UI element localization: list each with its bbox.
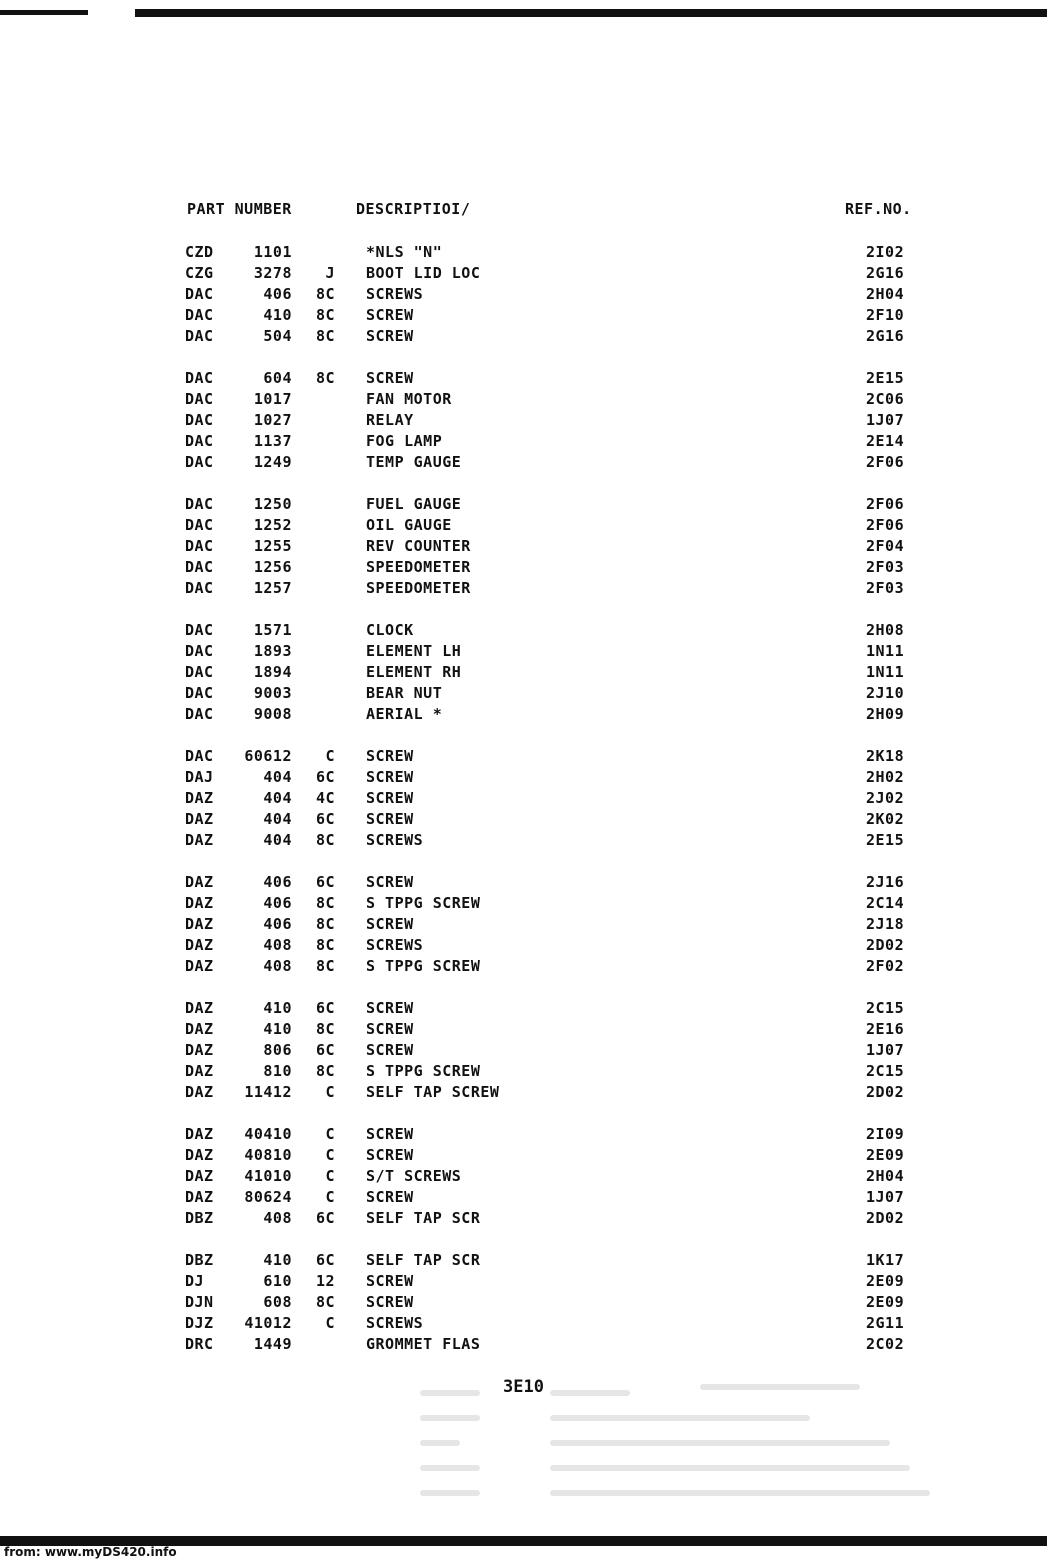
part-number: 1101 xyxy=(253,243,292,261)
part-description: SCREW xyxy=(366,306,414,324)
part-description: SELF TAP SCR xyxy=(366,1251,481,1269)
part-number: 810 xyxy=(263,1062,292,1080)
table-row xyxy=(0,935,1047,956)
table-row xyxy=(0,1040,1047,1061)
part-number: 1250 xyxy=(253,495,292,513)
part-description: SCREWS xyxy=(366,936,424,954)
table-row xyxy=(0,494,1047,515)
part-suffix: C xyxy=(325,1188,335,1206)
part-number: 408 xyxy=(263,957,292,975)
ref-number: 2E09 xyxy=(866,1293,905,1311)
part-suffix: 6C xyxy=(315,999,335,1017)
ref-number: 2H02 xyxy=(866,768,905,786)
ref-number: 2G16 xyxy=(866,327,905,345)
part-description: S TPPG SCREW xyxy=(366,1062,481,1080)
part-suffix: 8C xyxy=(315,915,335,933)
part-prefix: DAC xyxy=(185,537,214,555)
table-row xyxy=(0,431,1047,452)
part-description: SCREW xyxy=(366,1188,414,1206)
ref-number: 1N11 xyxy=(866,642,905,660)
bleed-through-text xyxy=(400,1370,940,1520)
ref-number: 1N11 xyxy=(866,663,905,681)
part-suffix: 12 xyxy=(315,1272,335,1290)
ref-number: 2D02 xyxy=(866,1209,905,1227)
part-description: SCREW xyxy=(366,810,414,828)
row-group xyxy=(0,1250,1047,1355)
row-group xyxy=(0,620,1047,725)
part-prefix: DJZ xyxy=(185,1314,214,1332)
page-number: 3E10 xyxy=(503,1377,544,1397)
part-number: 406 xyxy=(263,873,292,891)
part-number: 1252 xyxy=(253,516,292,534)
part-prefix: CZD xyxy=(185,243,214,261)
ref-number: 2C02 xyxy=(866,1335,905,1353)
part-number: 3278 xyxy=(253,264,292,282)
part-description: SCREW xyxy=(366,915,414,933)
part-description: FAN MOTOR xyxy=(366,390,452,408)
part-suffix: C xyxy=(325,747,335,765)
table-row xyxy=(0,515,1047,536)
part-description: OIL GAUGE xyxy=(366,516,452,534)
table-row xyxy=(0,620,1047,641)
part-suffix: 4C xyxy=(315,789,335,807)
header-part-number: PART NUMBER xyxy=(187,200,292,218)
part-suffix: 8C xyxy=(315,369,335,387)
part-suffix: 8C xyxy=(315,936,335,954)
part-prefix: DAC xyxy=(185,621,214,639)
part-description: SCREW xyxy=(366,369,414,387)
part-number: 404 xyxy=(263,810,292,828)
row-group xyxy=(0,746,1047,851)
part-number: 11412 xyxy=(244,1083,292,1101)
source-footer: from: www.myDS420.info xyxy=(4,1545,177,1559)
table-row xyxy=(0,767,1047,788)
part-prefix: DAC xyxy=(185,558,214,576)
part-prefix: DAC xyxy=(185,453,214,471)
part-prefix: DRC xyxy=(185,1335,214,1353)
ref-number: 2E09 xyxy=(866,1146,905,1164)
part-number: 504 xyxy=(263,327,292,345)
table-row xyxy=(0,1019,1047,1040)
part-prefix: DAZ xyxy=(185,1125,214,1143)
ref-number: 2F02 xyxy=(866,957,905,975)
part-suffix: 6C xyxy=(315,1209,335,1227)
part-description: SCREW xyxy=(366,1125,414,1143)
part-number: 1893 xyxy=(253,642,292,660)
part-number: 408 xyxy=(263,1209,292,1227)
part-description: SELF TAP SCREW xyxy=(366,1083,500,1101)
table-row xyxy=(0,263,1047,284)
table-row xyxy=(0,893,1047,914)
part-prefix: DAC xyxy=(185,411,214,429)
header-ref-no: REF.NO. xyxy=(845,200,912,218)
ref-number: 2E16 xyxy=(866,1020,905,1038)
part-description: ELEMENT LH xyxy=(366,642,462,660)
part-number: 404 xyxy=(263,831,292,849)
part-suffix: 8C xyxy=(315,1062,335,1080)
table-row xyxy=(0,1082,1047,1103)
part-prefix: DAZ xyxy=(185,1188,214,1206)
part-suffix: 6C xyxy=(315,1251,335,1269)
part-number: 40810 xyxy=(244,1146,292,1164)
ref-number: 2E15 xyxy=(866,369,905,387)
table-row xyxy=(0,578,1047,599)
part-prefix: DBZ xyxy=(185,1251,214,1269)
part-prefix: DAC xyxy=(185,306,214,324)
part-number: 1894 xyxy=(253,663,292,681)
table-row xyxy=(0,1292,1047,1313)
part-prefix: DAC xyxy=(185,516,214,534)
table-row xyxy=(0,1250,1047,1271)
part-description: SCREW xyxy=(366,789,414,807)
part-description: BOOT LID LOC xyxy=(366,264,481,282)
part-number: 806 xyxy=(263,1041,292,1059)
table-row xyxy=(0,956,1047,977)
part-description: FUEL GAUGE xyxy=(366,495,462,513)
row-group xyxy=(0,872,1047,977)
ref-number: 2H04 xyxy=(866,285,905,303)
part-prefix: DJ xyxy=(185,1272,205,1290)
part-description: BEAR NUT xyxy=(366,684,443,702)
part-number: 1256 xyxy=(253,558,292,576)
part-prefix: DJN xyxy=(185,1293,214,1311)
part-prefix: CZG xyxy=(185,264,214,282)
ref-number: 2H09 xyxy=(866,705,905,723)
part-description: SPEEDOMETER xyxy=(366,579,471,597)
table-row xyxy=(0,683,1047,704)
part-prefix: DAC xyxy=(185,705,214,723)
part-number: 408 xyxy=(263,936,292,954)
part-number: 1255 xyxy=(253,537,292,555)
part-description: S TPPG SCREW xyxy=(366,957,481,975)
part-number: 410 xyxy=(263,999,292,1017)
part-description: SCREWS xyxy=(366,831,424,849)
part-suffix: 8C xyxy=(315,831,335,849)
ref-number: 2C14 xyxy=(866,894,905,912)
ref-number: 2K18 xyxy=(866,747,905,765)
table-row xyxy=(0,1313,1047,1334)
part-prefix: DAZ xyxy=(185,1020,214,1038)
part-number: 406 xyxy=(263,915,292,933)
part-description: *NLS "N" xyxy=(366,243,443,261)
ref-number: 1K17 xyxy=(866,1251,905,1269)
part-prefix: DAZ xyxy=(185,873,214,891)
part-prefix: DAZ xyxy=(185,789,214,807)
ref-number: 2F04 xyxy=(866,537,905,555)
part-number: 41012 xyxy=(244,1314,292,1332)
part-prefix: DAC xyxy=(185,495,214,513)
part-number: 80624 xyxy=(244,1188,292,1206)
table-row xyxy=(0,1271,1047,1292)
part-suffix: 8C xyxy=(315,957,335,975)
table-row xyxy=(0,1187,1047,1208)
table-row xyxy=(0,452,1047,473)
part-prefix: DAZ xyxy=(185,957,214,975)
ref-number: 2H04 xyxy=(866,1167,905,1185)
table-row xyxy=(0,284,1047,305)
table-row xyxy=(0,809,1047,830)
ref-number: 2F03 xyxy=(866,579,905,597)
table-row xyxy=(0,788,1047,809)
table-row xyxy=(0,998,1047,1019)
ref-number: 2G11 xyxy=(866,1314,905,1332)
part-number: 1449 xyxy=(253,1335,292,1353)
table-row xyxy=(0,305,1047,326)
table-row xyxy=(0,914,1047,935)
table-row xyxy=(0,830,1047,851)
ref-number: 2E15 xyxy=(866,831,905,849)
part-prefix: DAZ xyxy=(185,936,214,954)
part-prefix: DAZ xyxy=(185,1146,214,1164)
part-prefix: DAZ xyxy=(185,1167,214,1185)
row-group xyxy=(0,242,1047,347)
part-prefix: DAZ xyxy=(185,915,214,933)
part-number: 404 xyxy=(263,789,292,807)
part-description: SCREW xyxy=(366,999,414,1017)
part-number: 410 xyxy=(263,1020,292,1038)
part-description: S/T SCREWS xyxy=(366,1167,462,1185)
part-prefix: DBZ xyxy=(185,1209,214,1227)
table-row xyxy=(0,641,1047,662)
table-row xyxy=(0,389,1047,410)
part-description: SCREW xyxy=(366,768,414,786)
part-description: SCREWS xyxy=(366,285,424,303)
table-row xyxy=(0,1124,1047,1145)
ref-number: 2G16 xyxy=(866,264,905,282)
part-prefix: DAZ xyxy=(185,1041,214,1059)
row-group xyxy=(0,368,1047,473)
part-number: 1249 xyxy=(253,453,292,471)
ref-number: 2I02 xyxy=(866,243,905,261)
table-row xyxy=(0,1166,1047,1187)
part-description: SCREW xyxy=(366,327,414,345)
table-row xyxy=(0,1061,1047,1082)
part-description: RELAY xyxy=(366,411,414,429)
part-description: FOG LAMP xyxy=(366,432,443,450)
part-number: 9008 xyxy=(253,705,292,723)
part-prefix: DAC xyxy=(185,285,214,303)
part-prefix: DAC xyxy=(185,579,214,597)
part-prefix: DAC xyxy=(185,642,214,660)
ref-number: 2F03 xyxy=(866,558,905,576)
part-suffix: 6C xyxy=(315,873,335,891)
part-prefix: DAZ xyxy=(185,894,214,912)
parts-list xyxy=(0,242,1047,1376)
part-description: SELF TAP SCR xyxy=(366,1209,481,1227)
ref-number: 2F06 xyxy=(866,516,905,534)
table-row xyxy=(0,1334,1047,1355)
part-prefix: DAC xyxy=(185,747,214,765)
part-number: 406 xyxy=(263,285,292,303)
part-number: 41010 xyxy=(244,1167,292,1185)
ref-number: 2C15 xyxy=(866,1062,905,1080)
part-suffix: J xyxy=(325,264,335,282)
part-number: 1257 xyxy=(253,579,292,597)
row-group xyxy=(0,1124,1047,1229)
table-row xyxy=(0,746,1047,767)
table-row xyxy=(0,557,1047,578)
ref-number: 2C06 xyxy=(866,390,905,408)
ref-number: 2F10 xyxy=(866,306,905,324)
part-prefix: DAC xyxy=(185,327,214,345)
part-description: SCREW xyxy=(366,1020,414,1038)
part-number: 608 xyxy=(263,1293,292,1311)
part-suffix: C xyxy=(325,1167,335,1185)
part-number: 410 xyxy=(263,306,292,324)
table-row xyxy=(0,368,1047,389)
part-suffix: 8C xyxy=(315,285,335,303)
table-row xyxy=(0,410,1047,431)
ref-number: 2J16 xyxy=(866,873,905,891)
part-suffix: 6C xyxy=(315,768,335,786)
top-rule xyxy=(135,9,1047,17)
part-number: 610 xyxy=(263,1272,292,1290)
part-suffix: 6C xyxy=(315,810,335,828)
part-suffix: 8C xyxy=(315,1020,335,1038)
part-suffix: 8C xyxy=(315,306,335,324)
part-suffix: C xyxy=(325,1314,335,1332)
part-number: 1027 xyxy=(253,411,292,429)
ref-number: 2D02 xyxy=(866,1083,905,1101)
part-number: 410 xyxy=(263,1251,292,1269)
part-description: GROMMET FLAS xyxy=(366,1335,481,1353)
part-number: 60612 xyxy=(244,747,292,765)
ref-number: 2H08 xyxy=(866,621,905,639)
part-description: ELEMENT RH xyxy=(366,663,462,681)
table-row xyxy=(0,1208,1047,1229)
part-prefix: DAZ xyxy=(185,1083,214,1101)
part-description: SCREWS xyxy=(366,1314,424,1332)
row-group xyxy=(0,494,1047,599)
part-description: SCREW xyxy=(366,1293,414,1311)
ref-number: 1J07 xyxy=(866,1041,905,1059)
part-description: SCREW xyxy=(366,1272,414,1290)
top-rule-left xyxy=(0,10,88,15)
part-prefix: DAC xyxy=(185,390,214,408)
header-description: DESCRIPTIOI/ xyxy=(356,200,471,218)
part-number: 40410 xyxy=(244,1125,292,1143)
part-suffix: 8C xyxy=(315,894,335,912)
part-description: AERIAL * xyxy=(366,705,443,723)
ref-number: 2F06 xyxy=(866,495,905,513)
part-description: CLOCK xyxy=(366,621,414,639)
table-row xyxy=(0,242,1047,263)
part-suffix: C xyxy=(325,1125,335,1143)
part-prefix: DAZ xyxy=(185,999,214,1017)
part-description: SCREW xyxy=(366,1041,414,1059)
part-number: 1017 xyxy=(253,390,292,408)
ref-number: 2E09 xyxy=(866,1272,905,1290)
part-number: 406 xyxy=(263,894,292,912)
table-row xyxy=(0,662,1047,683)
part-prefix: DAJ xyxy=(185,768,214,786)
ref-number: 2I09 xyxy=(866,1125,905,1143)
part-number: 9003 xyxy=(253,684,292,702)
table-row xyxy=(0,704,1047,725)
ref-number: 1J07 xyxy=(866,1188,905,1206)
part-suffix: C xyxy=(325,1146,335,1164)
part-prefix: DAC xyxy=(185,663,214,681)
table-row xyxy=(0,1145,1047,1166)
ref-number: 2D02 xyxy=(866,936,905,954)
part-number: 404 xyxy=(263,768,292,786)
part-number: 604 xyxy=(263,369,292,387)
table-row xyxy=(0,536,1047,557)
part-description: SCREW xyxy=(366,747,414,765)
ref-number: 2C15 xyxy=(866,999,905,1017)
part-description: SCREW xyxy=(366,1146,414,1164)
table-row xyxy=(0,872,1047,893)
ref-number: 2E14 xyxy=(866,432,905,450)
ref-number: 2J18 xyxy=(866,915,905,933)
part-prefix: DAZ xyxy=(185,810,214,828)
part-number: 1571 xyxy=(253,621,292,639)
ref-number: 2J10 xyxy=(866,684,905,702)
row-group xyxy=(0,998,1047,1103)
part-description: SPEEDOMETER xyxy=(366,558,471,576)
part-suffix: 8C xyxy=(315,1293,335,1311)
part-suffix: 6C xyxy=(315,1041,335,1059)
part-description: REV COUNTER xyxy=(366,537,471,555)
part-prefix: DAC xyxy=(185,369,214,387)
part-description: TEMP GAUGE xyxy=(366,453,462,471)
part-prefix: DAC xyxy=(185,432,214,450)
table-row xyxy=(0,326,1047,347)
ref-number: 1J07 xyxy=(866,411,905,429)
part-number: 1137 xyxy=(253,432,292,450)
table-header xyxy=(0,200,1047,222)
ref-number: 2F06 xyxy=(866,453,905,471)
ref-number: 2K02 xyxy=(866,810,905,828)
part-description: S TPPG SCREW xyxy=(366,894,481,912)
part-suffix: C xyxy=(325,1083,335,1101)
part-prefix: DAZ xyxy=(185,1062,214,1080)
part-prefix: DAC xyxy=(185,684,214,702)
part-prefix: DAZ xyxy=(185,831,214,849)
part-suffix: 8C xyxy=(315,327,335,345)
part-description: SCREW xyxy=(366,873,414,891)
ref-number: 2J02 xyxy=(866,789,905,807)
